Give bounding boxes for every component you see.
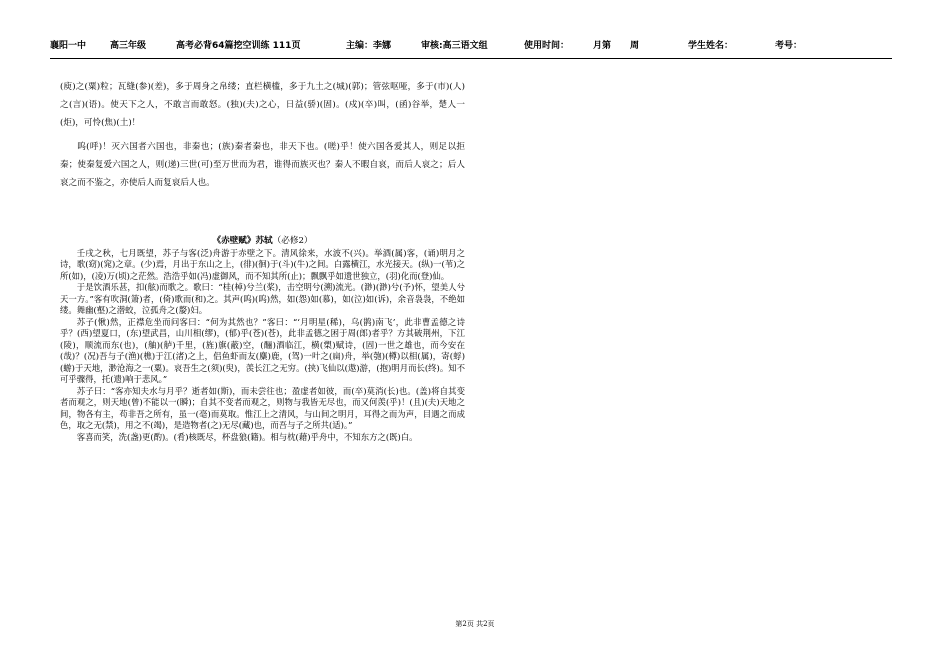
afang-paragraph-2: 呜(呼)！灭六国者六国也，非秦也；(族)秦者秦也，非天下也。(嗟)乎！使六国各爱其人，则足以拒秦；使秦复爱六国之人，则(递)三世(可)至万世而为君，谁得而族灭也？秦人不暇自哀，而后人哀之；后人哀之而不鉴之，亦使后人而复哀后人也。 — [60, 142, 465, 188]
header-school: 襄阳一中 — [50, 41, 87, 51]
header-title: 高考必背64篇挖空训练 111页 — [176, 41, 301, 51]
chibi-paragraph-5: 客喜而笑，洗(盏)更(酌)。(肴)核既尽，杯盘狼(籍)。相与枕(藉)乎舟中，不知东方之(既)白。 — [76, 431, 418, 442]
page-header — [50, 38, 890, 54]
chibi-section — [60, 236, 465, 443]
chibi-subtitle: （必修2） — [272, 236, 313, 246]
header-week: 周 — [630, 41, 640, 51]
chibi-paragraph-3: 苏子(愀)然，正襟危坐而问客曰：“何为其然也？”客曰：“‘月明星(稀)，乌(鹊)南飞’，此非曹孟德之诗乎？(西)望夏口，(东)望武昌，山川相(缪)，(郁)乎(苍)(苍)，此非孟德之困于周(郎)者乎？方其破荆州，下江(陵)，顺流而东(也)，(舳)(舻)千里，(旌)旗(蔽)空，(酾)酒临江，横(槊)赋诗，(固)一世之雄也，而今安在(哉)？(况)吾与子(渔)(樵)于江(渚)之上，侣鱼虾而友(麋)鹿，(驾)一叶之(扁)舟，举(匏)(樽)以相(属)，寄(蜉)(蝣)于天地，渺沧海之一(粟)。哀吾生之(须)(臾)，羡长江之无穷。(挟)飞仙以(遨)游，(抱)明月而长(终)。知不可乎骤得，托(遗)响于悲风。” — [60, 316, 465, 384]
chibi-paragraph-4: 苏子曰：“客亦知夫水与月乎？逝者如(斯)，而未尝往也；盈虚者如彼，而(卒)莫消(长)也。(盖)将自其变者而观之，则天地(曾)不能以一(瞬)；自其不变者而观之，则物与我皆无尽也，而又何羡(乎)！(且)(夫)天地之间，物各有主，苟非吾之所有，虽一(毫)而莫取。惟江上之清风，与山间之明月，耳得之而为声，目遇之而成色，取之无(禁)，用之不(竭)，是造物者(之)无尽(藏)也，而吾与子之所共(适)。” — [60, 385, 465, 430]
chibi-title-line — [60, 236, 465, 248]
header-use-time: 使用时间： — [524, 41, 570, 51]
chibi-title: 《赤壁赋》苏轼 — [212, 236, 273, 246]
header-student: 学生姓名： — [688, 41, 734, 51]
header-month: 月第 — [593, 41, 612, 51]
header-reviewer: 审核:高三语文组 — [421, 41, 488, 51]
page-footer: 第2页 共2页 — [455, 620, 495, 628]
header-rule — [50, 58, 892, 59]
header-editor: 主编：李娜 — [346, 41, 392, 51]
afang-excerpt — [60, 78, 465, 192]
afang-paragraph-1: (庾)之(粟)粒；瓦缝(参)(差)，多于周身之帛缕；直栏横槛，多于九土之(城)(郭)；管弦呕哑，多于(市)(人)之(言)(语)。使天下之人，不敢言而敢怒。(独)(夫)之心，日益(骄)(固)。(戍)(卒)叫，(函)谷举，楚人一(炬)，可怜(焦)(土)！ — [60, 82, 465, 128]
header-grade: 高三年级 — [110, 41, 147, 51]
header-number: 考号： — [775, 41, 803, 51]
chibi-paragraph-1: 壬戌之秋，七月既望，苏子与客(泛)舟游于赤壁之下。清风徐来，水波不(兴)。举酒(属)客，(诵)明月之诗，歌(窈)(窕)之章。(少)焉，月出于东山之上，(徘)(徊)于(斗)(牛)之间。白露横江，水光接天。(纵)一(苇)之所(如)，(凌)万(顷)之茫然。浩浩乎如(冯)虚御风，而不知其所(止)；飘飘乎如遗世独立，(羽)化而(登)仙。 — [60, 247, 465, 281]
chibi-paragraph-2: 于是饮酒乐甚，扣(舷)而歌之。歌曰：“桂(棹)兮兰(桨)，击空明兮(溯)流光。(渺)(渺)兮(予)怀，望美人兮天一方。”客有吹洞(箫)者，(倚)歌而(和)之。其声(呜)(呜)然，如(怨)如(慕)，如(泣)如(诉)，余音袅袅，不绝如缕。舞幽(壑)之潜蛟，泣孤舟之(嫠)妇。 — [60, 282, 465, 315]
